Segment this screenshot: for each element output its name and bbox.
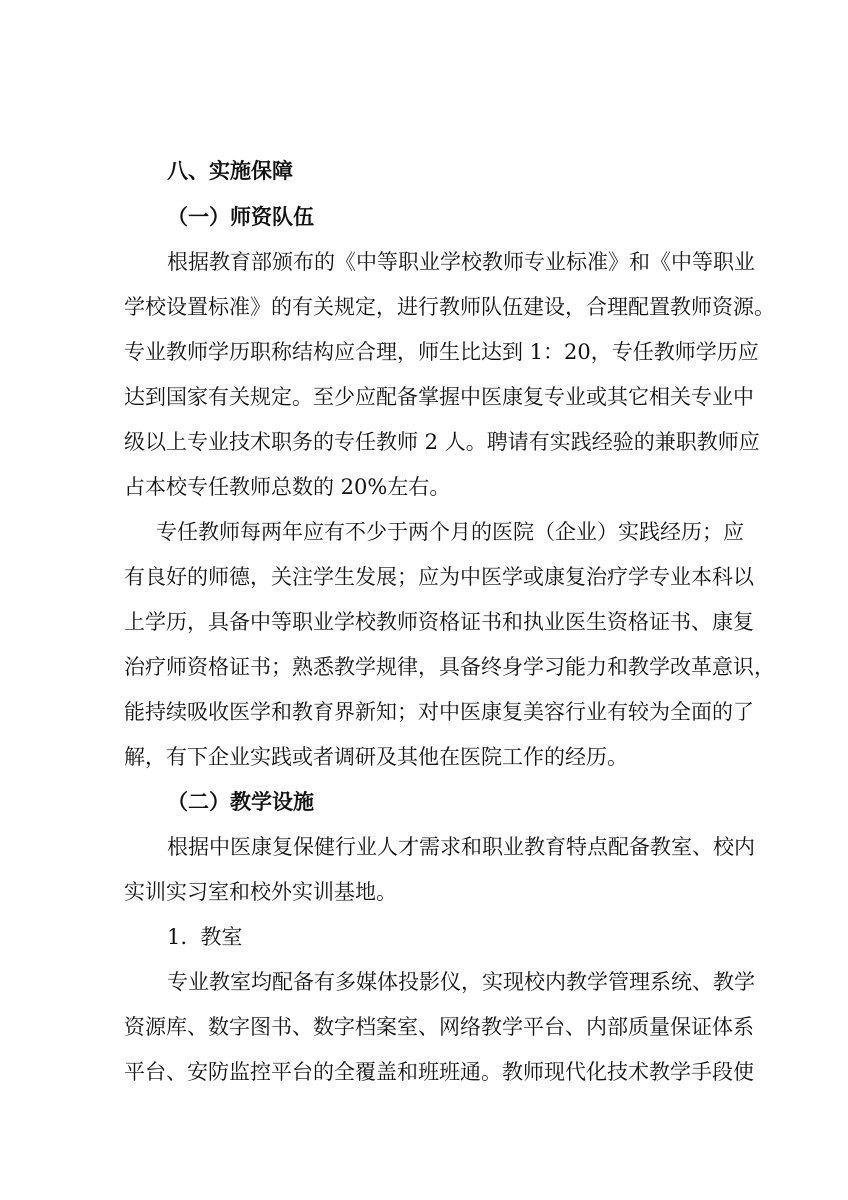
section-title: 八、实施保障 <box>167 159 293 183</box>
paragraph-line: 专业教师学历职称结构应合理，师生比达到 1：20，专任教师学历应 <box>124 340 759 364</box>
paragraph-line: 占本校专任教师总数的 20%左右。 <box>124 475 451 499</box>
item-title-classroom: 1. 教室 <box>167 925 243 949</box>
paragraph-line: 上学历，具备中等职业学校教师资格证书和执业医生资格证书、康复 <box>124 610 754 634</box>
paragraph-line: 解，有下企业实践或者调研及其他在医院工作的经历。 <box>124 745 628 769</box>
paragraph-line: 根据教育部颁布的《中等职业学校教师专业标准》和《中等职业 <box>167 250 755 274</box>
paragraph-line: 根据中医康复保健行业人才需求和职业教育特点配备教室、校内 <box>167 835 755 859</box>
subsection-title-facilities: （二）教学设施 <box>167 790 314 814</box>
paragraph-line: 能持续吸收医学和教育界新知；对中医康复美容行业有较为全面的了 <box>124 700 754 724</box>
subsection-title-faculty: （一）师资队伍 <box>167 205 314 229</box>
paragraph-line: 有良好的师德，关注学生发展；应为中医学或康复治疗学专业本科以 <box>124 565 754 589</box>
paragraph-line: 治疗师资格证书；熟悉教学规律，具备终身学习能力和教学改革意识， <box>124 655 775 679</box>
paragraph-line: 达到国家有关规定。至少应配备掌握中医康复专业或其它相关专业中 <box>124 385 754 409</box>
paragraph-line: 专任教师每两年应有不少于两个月的医院（企业）实践经历；应 <box>156 520 744 544</box>
paragraph-line: 学校设置标准》的有关规定，进行教师队伍建设，合理配置教师资源。 <box>124 295 775 319</box>
paragraph-line: 平台、安防监控平台的全覆盖和班班通。教师现代化技术教学手段使 <box>124 1060 754 1084</box>
paragraph-line: 资源库、数字图书、数字档案室、网络教学平台、内部质量保证体系 <box>124 1015 754 1039</box>
paragraph-line: 专业教室均配备有多媒体投影仪，实现校内教学管理系统、教学 <box>167 970 755 994</box>
paragraph-line: 实训实习室和校外实训基地。 <box>124 880 397 904</box>
paragraph-line: 级以上专业技术职务的专任教师 2 人。聘请有实践经验的兼职教师应 <box>124 430 760 454</box>
